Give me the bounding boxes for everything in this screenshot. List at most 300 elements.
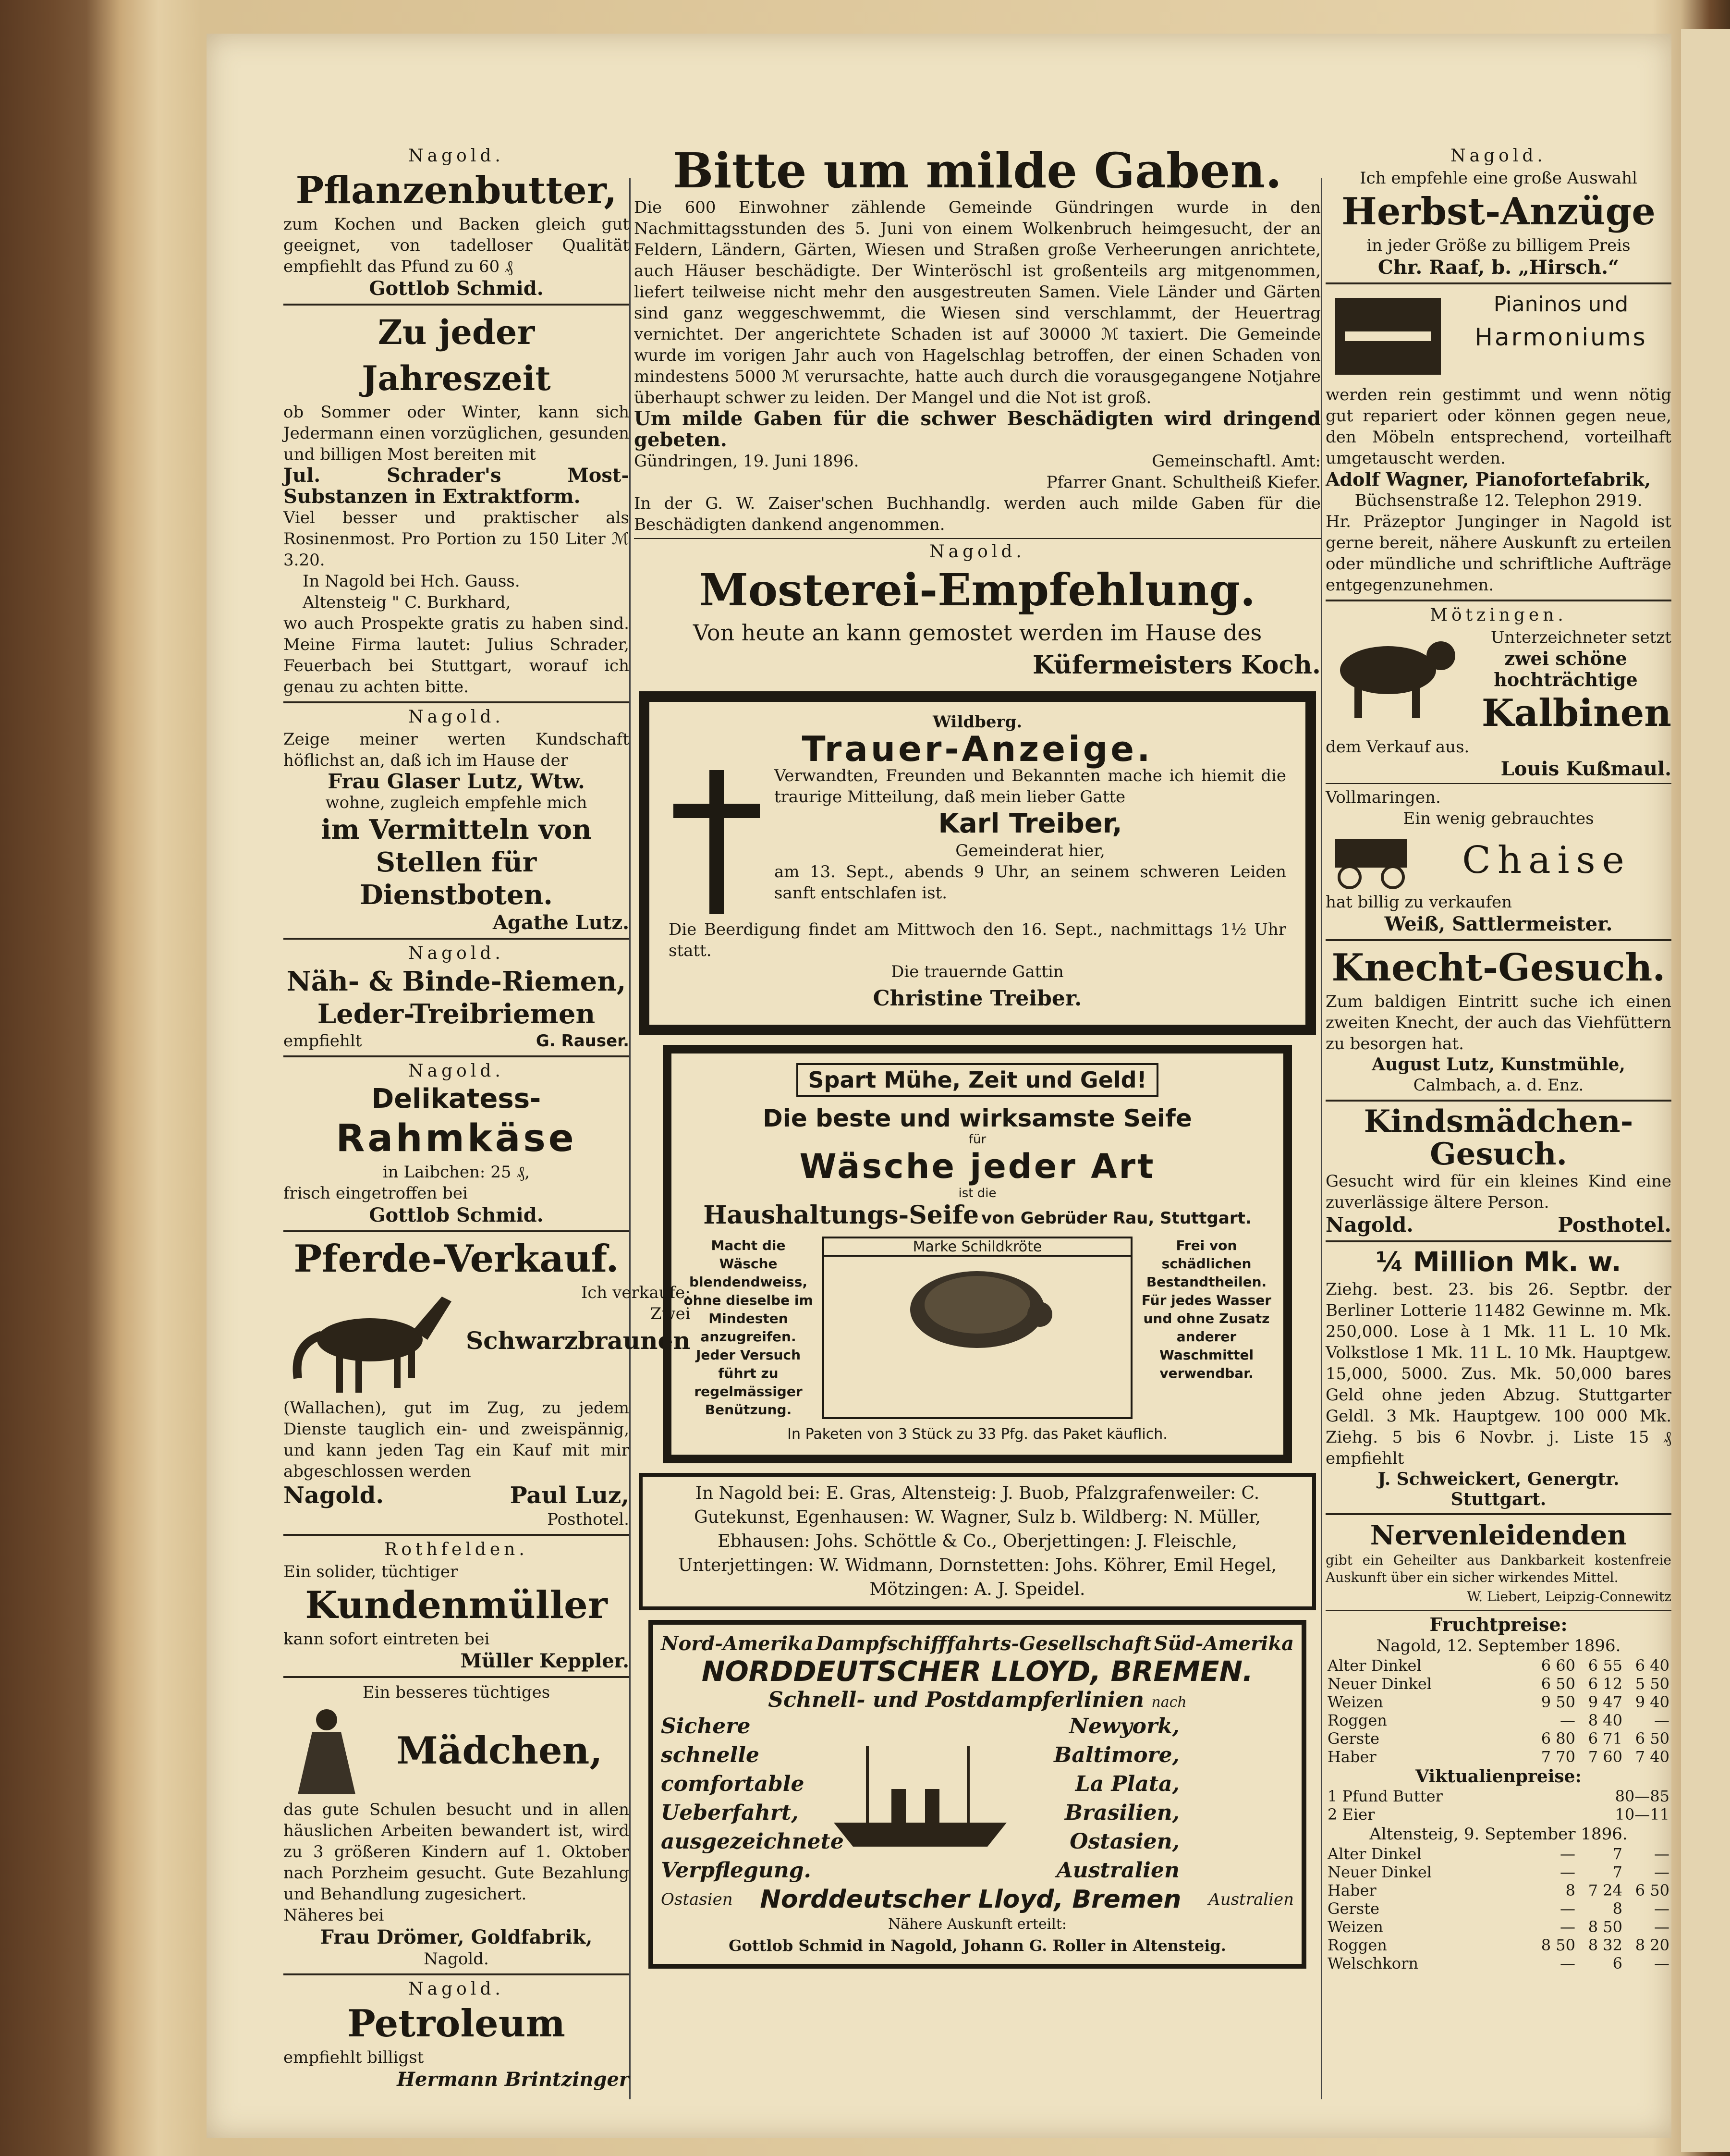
ad-text: Küfermeisters Koch. — [1032, 650, 1321, 680]
ad-text: in jeder Größe zu billigem Preis — [1366, 236, 1631, 255]
lloyd-left-item: Sichere — [661, 1714, 751, 1739]
ad-text: kann sofort eintreten bei — [283, 1629, 490, 1649]
lloyd-left-item: schnelle — [661, 1743, 759, 1767]
ad-signature: Calmbach, a. d. Enz. — [1413, 1076, 1584, 1095]
table-cell: Alter Dinkel — [1328, 1845, 1422, 1863]
lloyd-right-item: Brasilien, — [1064, 1801, 1180, 1825]
place-line: Wildberg. — [932, 712, 1023, 732]
table-cell: 5 50 — [1635, 1675, 1669, 1693]
soap-panels — [681, 1237, 1274, 1419]
table-cell: 8 — [1612, 1899, 1622, 1918]
ad-text: Verwandten, Freunden und Bekannten mache ich hiemit die traurige Mitteilung, daß mein lieber Gatte — [774, 766, 1286, 807]
ad-signature: Chr. Raaf, b. „Hirsch.“ — [1377, 256, 1620, 279]
table-cell: 1 Pfund Butter — [1328, 1787, 1443, 1805]
ad-title: im Vermitteln von Stellen für Dienstboten. — [321, 814, 592, 911]
ad-text: wohne, zugleich empfehle mich — [325, 793, 587, 812]
table-cell: 8 20 — [1635, 1936, 1669, 1954]
lloyd-left-list — [661, 1712, 844, 1885]
ad-side-text — [1460, 627, 1671, 736]
ad-text: empfiehlt billigst — [283, 2048, 424, 2067]
ad-signature: Frau Drömer, Goldfabrik, — [320, 1926, 593, 1948]
ad-title: Dampfschifffahrts-Gesellschaft — [816, 1632, 1152, 1655]
ad-title: Haushaltungs-Seife — [703, 1200, 979, 1230]
ad-riemen — [283, 943, 629, 1052]
table-cell: 9 40 — [1635, 1693, 1669, 1711]
table-cell: — — [1654, 1899, 1669, 1918]
ad-title: Trauer-Anzeige. — [802, 729, 1153, 769]
ad-title: Delikatess- — [371, 1083, 541, 1115]
divider — [283, 304, 629, 306]
ad-text: frisch eingetroffen bei — [283, 1184, 468, 1203]
steamship-icon — [824, 1727, 1016, 1871]
ad-text: Zwei — [650, 1304, 691, 1323]
ad-chaise — [1326, 787, 1671, 935]
ad-text: Nähere Auskunft erteilt: — [888, 1916, 1067, 1933]
turtle-icon — [896, 1257, 1059, 1362]
lloyd-right-item: Baltimore, — [1054, 1743, 1180, 1767]
column-rule — [1321, 178, 1322, 2099]
table-cell: Gerste — [1328, 1729, 1380, 1748]
ad-text: Die Beerdigung findet am Mittwoch den 16. Sept., nachmittags 1½ Uhr statt. — [669, 920, 1286, 960]
table-cell: 9 50 — [1541, 1693, 1575, 1711]
ad-role: Gemeinderat hier, — [955, 841, 1105, 860]
ad-dealers: In Nagold bei: E. Gras, Altensteig: J. Buob, Pfalzgrafenweiler: C. Gutekunst, Egenhausen: W. Wagner, Sulz b. Wildberg: N. Müller, Ebhausen: Johs. Schöttle & Co., Oberjettingen: J. Fleischle, Unterjettingen: W. Widmann, Dornstetten: Johs. Köhrer, Emil Hegel, Mötzingen: A. J. Speidel. — [678, 1483, 1277, 1599]
table-row — [1326, 1845, 1671, 1863]
ad-corner: Ostasien — [661, 1890, 733, 1909]
soap-banner-wrap — [681, 1063, 1274, 1097]
table-cell: Neuer Dinkel — [1328, 1675, 1432, 1693]
table-cell: — — [1654, 1845, 1669, 1863]
table-cell: — — [1654, 1863, 1669, 1881]
ad-footer — [283, 1482, 629, 1509]
ad-text: ob Sommer oder Winter, kann sich Jedermann einen vorzüglichen, gesunden und billigen Most bereiten mit — [283, 403, 629, 464]
ad-dealer: Altensteig " C. Burkhard, — [303, 593, 511, 612]
table-cell: 6 50 — [1541, 1675, 1575, 1693]
ad-title: Norddeutscher Lloyd, Bremen — [760, 1885, 1182, 1914]
table-cell: Alter Dinkel — [1328, 1656, 1422, 1675]
table-cell: 8 32 — [1588, 1936, 1622, 1954]
lloyd-left-item: Verpflegung. — [661, 1858, 811, 1883]
ad-title: Nervenleidenden — [1370, 1519, 1627, 1551]
ad-text: In der G. W. Zaiser'schen Buchhandlg. werden auch milde Gaben für die Beschädigten dankend angenommen. — [634, 494, 1321, 534]
table-cell: Roggen — [1328, 1711, 1387, 1729]
prices-table-altensteig — [1326, 1845, 1671, 1972]
ad-pianinos — [1326, 288, 1671, 596]
ad-title: Harmoniums — [1474, 323, 1647, 351]
ad-text: Frau Glaser Lutz, Wtw. — [328, 770, 585, 793]
table-row — [1326, 1899, 1671, 1918]
ad-text: Unterzeichneter setzt — [1490, 628, 1671, 647]
place-line: Nagold. — [408, 1979, 504, 1999]
place-line: Mötzingen. — [1430, 605, 1567, 625]
ad-herbst-anzuege — [1326, 146, 1671, 279]
divider — [1326, 1100, 1671, 1102]
table-cell: 6 — [1612, 1954, 1622, 1972]
ad-corner: Australien — [1208, 1890, 1294, 1909]
piano-icon — [1326, 288, 1450, 384]
table-row — [1326, 1675, 1671, 1693]
ad-signature: Gottlob Schmid. — [369, 277, 544, 300]
ad-title: Petroleum — [347, 2002, 565, 2046]
table-cell: — — [1560, 1918, 1575, 1936]
table-cell: 6 12 — [1588, 1675, 1622, 1693]
table-cell: 8 40 — [1588, 1711, 1622, 1729]
ad-text: Hr. Präzeptor Junginger in Nagold ist gerne bereit, nähere Auskunft zu erteilen oder mündliche und schriftliche Aufträge entgegenzunehmen. — [1326, 512, 1671, 595]
ad-text: das gute Schulen besucht und in allen häuslichen Arbeiten bewandert ist, wird zu 3 größeren Kindern auf 1. Oktober nach Porzheim gesucht. Gute Bezahlung und Behandlung zugesichert. — [283, 1800, 629, 1904]
table-cell: — — [1560, 1954, 1575, 1972]
table-cell: 7 — [1612, 1863, 1622, 1881]
ad-name: Karl Treiber, — [938, 808, 1122, 839]
ad-title: Die beste und wirksamste Seife — [763, 1104, 1192, 1132]
ad-seife — [663, 1045, 1292, 1463]
ad-title: Chaise — [1462, 839, 1631, 882]
ad-title: Pferde-Verkauf. — [293, 1237, 619, 1281]
prices-date: Altensteig, 9. September 1896. — [1369, 1825, 1628, 1844]
ad-text: am 13. Sept., abends 9 Uhr, an seinem schweren Leiden sanft entschlafen ist. — [774, 862, 1286, 903]
table-row — [1326, 1863, 1671, 1881]
lloyd-right-item: La Plata, — [1075, 1772, 1180, 1796]
table-row — [1326, 1918, 1671, 1936]
ad-title: Zu jeder Jahreszeit — [362, 312, 551, 398]
ad-text: (Wallachen), gut im Zug, zu jedem Dienste tauglich ein- und zweispännig, und kann jeden Tag ein Kauf mit mir abgeschlossen werden — [283, 1398, 629, 1481]
ad-text: Ein solider, tüchtiger — [283, 1562, 458, 1581]
table-cell: 6 80 — [1541, 1729, 1575, 1748]
ad-kundenmueller — [283, 1540, 629, 1672]
prices-title: Viktualienpreise: — [1415, 1766, 1582, 1787]
table-cell: 7 24 — [1588, 1881, 1622, 1899]
ad-title: ¼ Million Mk. w. — [1376, 1247, 1621, 1278]
ad-text: ist die — [958, 1186, 997, 1200]
lloyd-right-item: Australien — [1056, 1858, 1180, 1883]
table-cell: Haber — [1328, 1881, 1377, 1899]
fruchtpreise — [1326, 1614, 1671, 1972]
ad-footer — [283, 1030, 629, 1052]
ad-product: Jul. Schrader's Most-Substanzen in Extraktform. — [283, 464, 629, 508]
divider — [1326, 1610, 1671, 1611]
ad-pflanzenbutter — [283, 146, 629, 300]
ad-title: Pflanzenbutter, — [295, 169, 617, 212]
ad-knecht-gesuch — [1326, 945, 1671, 1096]
ad-signature: Stuttgart. — [1450, 1489, 1547, 1509]
ad-signature: Hermann Brintzinger — [397, 2068, 629, 2091]
table-cell: Gerste — [1328, 1899, 1380, 1918]
divider — [283, 701, 629, 703]
ad-text: Ich verkaufe: — [581, 1283, 691, 1302]
ad-text: Ich empfehle eine große Auswahl — [1360, 169, 1637, 188]
ad-body — [669, 765, 1286, 919]
ad-footer — [1326, 1213, 1671, 1237]
ad-kalbinen — [1326, 605, 1671, 780]
ad-title: Mädchen, — [396, 1729, 603, 1773]
cow-icon — [1326, 627, 1460, 723]
table-cell: 7 60 — [1588, 1748, 1622, 1766]
ad-stellenvermittlung — [283, 707, 629, 934]
lloyd-left-item: Ueberfahrt, — [661, 1801, 799, 1825]
ad-title: Schnell- und Postdampferlinien — [768, 1688, 1145, 1712]
ad-maker: von Gebrüder Rau, Stuttgart. — [981, 1209, 1252, 1228]
table-cell: 10—11 — [1615, 1805, 1669, 1824]
ad-signature: G. Rauser. — [536, 1031, 629, 1051]
table-cell: 6 50 — [1635, 1729, 1669, 1748]
divider — [634, 538, 1321, 539]
ad-text: Schwarzbraunen — [466, 1326, 691, 1355]
ad-signature: Gottlob Schmid. — [369, 1204, 544, 1226]
ad-text: Ziehg. best. 23. bis 26. Septbr. der Berliner Lotterie 11482 Gewinne m. Mk. 250,000. Lose à 1 Mk. 11 L. 10 Mk. Volkstlose 1 Mk. 11 L. 10 Mk. Hauptgew. 15,000, 5000. Zus. Mk. 50,000 bares Geld ohne jeden Abzug. Stuttgarter Geldl. 3 Mk. Hauptgew. 100 000 Mk. Ziehg. 5 bis 6 Novbr. j. Liste 15 ₰ empfiehlt — [1326, 1280, 1671, 1468]
cross-icon — [669, 765, 765, 919]
table-cell: 9 47 — [1588, 1693, 1622, 1711]
ad-rahmkaese — [283, 1061, 629, 1226]
woman-icon — [283, 1703, 370, 1799]
lloyd-subtitle — [661, 1688, 1294, 1712]
table-row — [1326, 1805, 1671, 1824]
ad-text: Zeige meiner werten Kundschaft höflichst an, daß ich im Hause der — [283, 730, 629, 770]
ad-place: Nagold. — [1326, 1213, 1413, 1237]
carriage-icon — [1326, 829, 1422, 892]
ad-signature: Posthotel. — [547, 1510, 629, 1529]
ad-title: Mosterei-Empfehlung. — [699, 564, 1256, 616]
table-row — [1326, 1954, 1671, 1972]
ad-title: Kalbinen — [1481, 691, 1671, 735]
ad-signature: Nagold. — [424, 1949, 489, 1969]
ad-corner: Nord-Amerika — [661, 1632, 814, 1655]
place-line: Nagold. — [408, 146, 504, 166]
ad-signature: Gottlob Schmid in Nagold, Johann G. Roller in Altensteig. — [729, 1936, 1226, 1955]
ad-signature: Agathe Lutz. — [492, 911, 629, 934]
ad-title: Gesuch. — [1430, 1136, 1567, 1172]
table-cell: — — [1654, 1918, 1669, 1936]
ad-maedchen — [283, 1682, 629, 1970]
ad-body — [1326, 627, 1671, 736]
ad-title: Leder-Treibriemen — [317, 998, 596, 1030]
lloyd-header — [661, 1632, 1294, 1655]
ad-text: nach — [1151, 1694, 1187, 1711]
ad-title: Pianinos und — [1493, 292, 1629, 317]
ad-seife-dealers — [639, 1473, 1316, 1610]
table-row — [1326, 1711, 1671, 1729]
column-3 — [1326, 144, 1671, 1972]
ad-title: Bitte um milde Gaben. — [672, 142, 1282, 199]
table-cell: Neuer Dinkel — [1328, 1863, 1432, 1881]
ad-title: Herbst-Anzüge — [1341, 190, 1656, 233]
table-cell: 2 Eier — [1328, 1805, 1375, 1824]
table-cell: 6 71 — [1588, 1729, 1622, 1748]
place-line: Nagold. — [929, 542, 1025, 562]
table-cell: 80—85 — [1615, 1787, 1669, 1805]
ad-title: Rahmkäse — [336, 1117, 577, 1160]
divider — [1326, 282, 1671, 284]
ad-text: zum Kochen und Backen gleich gut geeignet, von tadelloser Qualität empfiehlt das Pfund zu 60 ₰ — [283, 215, 629, 276]
lloyd-right-item: Newyork, — [1069, 1714, 1180, 1739]
ad-signature: Posthotel. — [1558, 1213, 1671, 1237]
table-cell: — — [1560, 1863, 1575, 1881]
ad-petroleum — [283, 1979, 629, 2091]
ad-nervenleidenden — [1326, 1519, 1671, 1607]
column-1 — [283, 144, 691, 2091]
table-cell: Weizen — [1328, 1918, 1383, 1936]
ad-text: empfiehlt — [283, 1031, 362, 1051]
ad-kindsmaedchen — [1326, 1105, 1671, 1237]
ad-title: Wäsche jeder Art — [799, 1147, 1156, 1186]
ad-title: Knecht-Gesuch. — [1331, 946, 1666, 990]
horse-icon — [283, 1282, 466, 1397]
prices-title: Fruchtpreise: — [1429, 1614, 1568, 1635]
table-row — [1326, 1787, 1671, 1805]
table-cell: 8 50 — [1588, 1918, 1622, 1936]
place-line: Nagold. — [1450, 146, 1547, 166]
ad-title: NORDDEUTSCHER LLOYD, BREMEN. — [701, 1655, 1254, 1688]
ad-norddeutscher-lloyd — [648, 1620, 1306, 1969]
table-cell: 6 55 — [1588, 1656, 1622, 1675]
divider — [1326, 939, 1671, 941]
ad-maker: Adolf Wagner, Pianofortefabrik, — [1326, 468, 1651, 490]
ad-text: werden rein gestimmt und wenn nötig gut repariert oder können gegen neue, den Möbeln entsprechend, vorteilhaft umgetauscht werden. — [1326, 385, 1671, 468]
ad-text: Viel besser und praktischer als Rosinenmost. Pro Portion zu 150 Liter ℳ 3.20. — [283, 508, 629, 570]
table-row — [1326, 1936, 1671, 1954]
divider — [283, 1230, 629, 1232]
ad-mosterei — [634, 542, 1321, 682]
facing-page-edge — [1681, 29, 1730, 2152]
ad-date: Gündringen, 19. Juni 1896. — [634, 452, 859, 471]
table-row — [1326, 1693, 1671, 1711]
table-cell: 7 — [1612, 1845, 1622, 1863]
ad-text: dem Verkauf aus. — [1326, 737, 1470, 757]
turtle-box — [822, 1237, 1133, 1419]
table-cell: — — [1560, 1711, 1575, 1729]
ad-text: Ein wenig gebrauchtes — [1403, 809, 1594, 828]
horse-illustration — [283, 1282, 466, 1397]
ad-text: Frei von schädlichen Bestandtheilen. Für jedes Wasser und ohne Zusatz anderer Waschmittel verwendbar. — [1141, 1237, 1272, 1381]
ad-dateline — [634, 451, 1321, 472]
ad-body — [283, 1703, 629, 1799]
ad-headline — [1450, 288, 1671, 384]
lloyd-left-item: comfortable — [661, 1772, 804, 1796]
ad-office: Gemeinschaftl. Amt: — [1152, 452, 1321, 471]
table-row — [1326, 1656, 1671, 1675]
ad-text: In Paketen von 3 Stück zu 33 Pfg. das Paket käuflich. — [787, 1426, 1168, 1443]
table-cell: 6 40 — [1635, 1656, 1669, 1675]
ad-corner: Süd-Amerika — [1154, 1632, 1294, 1655]
ad-title: Kundenmüller — [305, 1583, 608, 1627]
place-line: Rothfelden. — [384, 1540, 528, 1559]
ad-text: Macht die Wäsche blendendweiss, ohne dieselbe im Mindesten anzugreifen. Jeder Versuch führt zu regelmässiger Benützung. — [683, 1237, 813, 1418]
ad-trauer-anzeige — [639, 691, 1316, 1035]
divider — [1326, 1240, 1671, 1242]
ad-body — [1326, 829, 1671, 892]
ad-text: in Laibchen: 25 ₰, — [382, 1163, 530, 1182]
ad-milde-gaben — [634, 144, 1321, 535]
prices-date: Nagold, 12. September 1896. — [1376, 1636, 1621, 1655]
ad-signature: Pfarrer Gnant. Schultheiß Kiefer. — [1046, 473, 1321, 492]
divider — [283, 1055, 629, 1057]
table-cell: Welschkorn — [1328, 1954, 1418, 1972]
ad-text: gibt ein Geheilter aus Dankbarkeit kostenfreie Auskunft über ein sicher wirkendes Mittel. — [1326, 1552, 1671, 1585]
soap-banner: Spart Mühe, Zeit und Geld! — [796, 1063, 1158, 1097]
ad-lotterie — [1326, 1246, 1671, 1509]
table-row — [1326, 1748, 1671, 1766]
ad-text: Die trauernde Gattin — [891, 962, 1064, 981]
ad-text: Von heute an kann gemostet werden im Hause des — [693, 620, 1262, 646]
table-cell: — — [1560, 1899, 1575, 1918]
ad-text: Näheres bei — [283, 1906, 384, 1925]
ad-signature: Weiß, Sattlermeister. — [1384, 913, 1613, 935]
place-line: Nagold. — [408, 707, 504, 727]
table-cell: Haber — [1328, 1748, 1377, 1766]
table-cell: Roggen — [1328, 1936, 1387, 1954]
ad-signature: August Lutz, Kunstmühle, — [1372, 1054, 1625, 1075]
lloyd-right-item: Ostasien, — [1070, 1829, 1180, 1854]
divider — [283, 938, 629, 940]
ad-text: hat billig zu verkaufen — [1326, 893, 1512, 912]
ad-title: Näh- & Binde-Riemen, — [286, 966, 626, 997]
prices-table-nagold — [1326, 1656, 1671, 1766]
prices-table-viktualien — [1326, 1787, 1671, 1824]
ad-signature: Louis Kußmaul. — [1500, 758, 1671, 780]
table-cell: 8 — [1565, 1881, 1575, 1899]
divider — [283, 1534, 629, 1536]
table-cell: — — [1560, 1845, 1575, 1863]
ad-signature: Müller Keppler. — [460, 1650, 629, 1672]
ad-signature: J. Schweickert, Genergtr. — [1377, 1469, 1620, 1489]
ad-dealer: In Nagold bei Hch. Gauss. — [303, 572, 520, 591]
ad-main — [765, 765, 1286, 919]
lloyd-right-list — [1016, 1712, 1180, 1885]
ad-text: wo auch Prospekte gratis zu haben sind. Meine Firma lautet: Julius Schrader, Feuerbach bei Stuttgart, worauf ich genau zu achten bitte. — [283, 614, 629, 697]
ad-body — [1326, 288, 1671, 384]
table-cell: 7 70 — [1541, 1748, 1575, 1766]
ad-text: für — [968, 1132, 987, 1147]
place-line: Nagold. — [408, 943, 504, 963]
table-cell: 8 50 — [1541, 1936, 1575, 1954]
table-row — [1326, 1881, 1671, 1899]
ad-text: Ein besseres tüchtiges — [362, 1683, 550, 1702]
table-row — [1326, 1729, 1671, 1748]
ad-text: Zum baldigen Eintritt suche ich einen zweiten Knecht, der auch das Viehfüttern zu besorgen hat. — [1326, 992, 1671, 1054]
table-cell: Weizen — [1328, 1693, 1383, 1711]
column-2 — [634, 144, 1321, 1978]
table-cell: 6 60 — [1541, 1656, 1575, 1675]
table-cell: 7 40 — [1635, 1748, 1669, 1766]
divider — [283, 1973, 629, 1975]
ad-text: zwei schöne hochträchtige — [1494, 648, 1638, 690]
place-line: Nagold. — [408, 1061, 504, 1081]
lloyd-body — [661, 1712, 1294, 1885]
ad-text: Gesucht wird für ein kleines Kind eine zuverlässige ältere Person. — [1326, 1172, 1671, 1212]
column-rule — [629, 178, 631, 2099]
ad-pferde-verkauf — [283, 1236, 691, 1530]
table-cell: — — [1654, 1711, 1669, 1729]
divider — [1326, 1513, 1671, 1515]
ad-body — [283, 1282, 691, 1397]
lloyd-left-item: ausgezeichnete — [661, 1829, 844, 1854]
divider — [1326, 600, 1671, 601]
table-cell: 6 50 — [1635, 1881, 1669, 1899]
ad-appeal: Um milde Gaben für die schwer Beschädigten wird dringend gebeten. — [634, 407, 1321, 451]
ad-most-substanzen — [283, 309, 629, 698]
ad-signature: Christine Treiber. — [873, 986, 1082, 1011]
ad-line — [681, 1200, 1274, 1230]
ad-signature: W. Liebert, Leipzig-Connewitz — [1467, 1589, 1671, 1605]
ad-address: Büchsenstraße 12. Telephon 2919. — [1354, 491, 1643, 510]
ad-place: Nagold. — [283, 1482, 384, 1509]
ad-mark: Marke Schildkröte — [824, 1238, 1131, 1257]
ad-text: Die 600 Einwohner zählende Gemeinde Gündringen wurde in den Nachmittagsstunden des 5. Juni von einem Wolkenbruch heimgesucht, der an Feldern, Ländern, Gärten, Wiesen und Straßen große Verheerungen anrichtete, auch Häuser beschädigte. Der Winteröschl ist großenteils arg mitgenommen, liefert teilweise nicht mehr den ausgestreuten Samen. Viele Länder und Gärten sind ganz weggeschwemmt, die Wiesen sind verschlammt, der Heuertrag vernichtet. Der angerichtete Schaden ist auf 30000 ℳ taxiert. Die Gemeinde wurde im vorigen Jahr auch von Hagelschlag betroffen, der einen Schaden von mindestens 5000 ℳ verursachte, hatte auch durch die vorausgegangene Notjahre überhaupt schwer zu leiden. Der Mangel und die Not ist groß. — [634, 198, 1321, 407]
ad-title: Kindsmädchen- — [1364, 1103, 1633, 1139]
divider — [283, 1676, 629, 1678]
divider — [1326, 783, 1671, 784]
lloyd-footer — [661, 1885, 1294, 1914]
table-cell: — — [1654, 1954, 1669, 1972]
ad-signature: Paul Luz, — [510, 1482, 629, 1509]
